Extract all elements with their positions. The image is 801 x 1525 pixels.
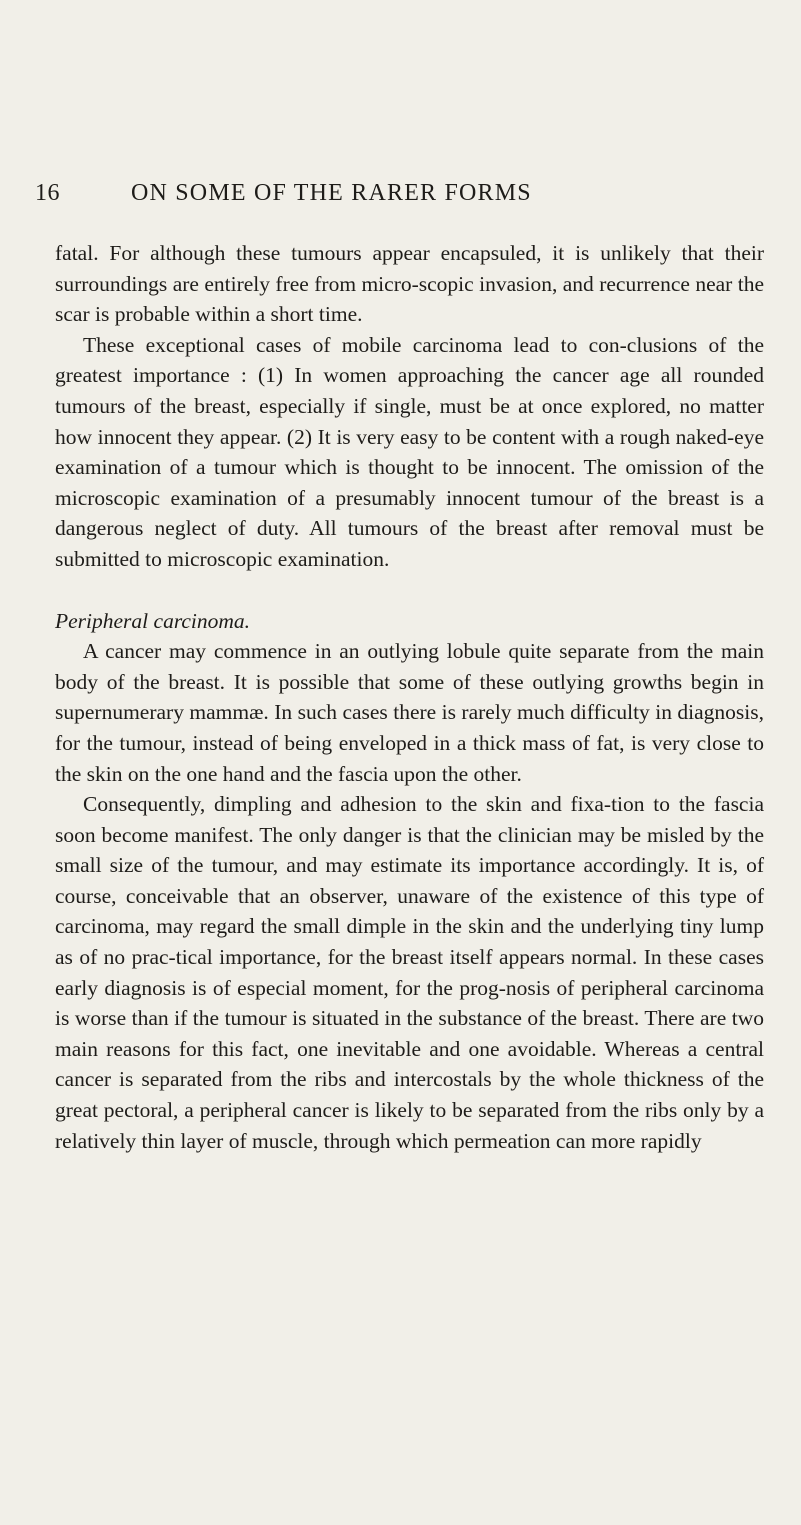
- running-title: ON SOME OF THE RARER FORMS: [131, 180, 532, 206]
- paragraph: A cancer may commence in an outlying lobule quite separate from the main body of the breast. It is possible that some of these outlying growths begin in supernumerary mammæ. In such cases there is rarely much difficulty in diagnosis, for the tumour, instead of being enveloped in a thick mass of fat, is very close to the skin on the one hand and the fascia upon the other.: [55, 639, 764, 786]
- paragraph: fatal. For although these tumours appear encapsuled, it is unlikely that their surroundings are entirely free from micro-scopic invasion, and recurrence near the scar is probable within a short time.: [55, 241, 764, 327]
- paragraph: Consequently, dimpling and adhesion to the skin and fixa-tion to the fascia soon become manifest. The only danger is that the clinician may be misled by the small size of the tumour, and may estimate its importance accordingly. It is, of course, conceivable that an observer, unaware of the existence of this type of carcinoma, may regard the small dimple in the skin and the underlying tiny lump as of no prac-tical importance, for the breast itself appears normal. In these cases early diagnosis is of especial moment, for the prog-nosis of peripheral carcinoma is worse than if the tumour is situated in the substance of the breast. There are two main reasons for this fact, one inevitable and one avoidable. Whereas a central cancer is separated from the ribs and intercostals by the whole thickness of the great pectoral, a peripheral cancer is likely to be separated from the ribs only by a relatively thin layer of muscle, through which permeation can more rapidly: [55, 792, 764, 1153]
- running-header: [35, 180, 775, 210]
- section-heading: Peripheral carcinoma.: [55, 608, 251, 633]
- paragraph: These exceptional cases of mobile carcinoma lead to con-clusions of the greatest importance : (1) In women approaching the cancer age all rounded tumours of the breast, especially if single, must be at once explored, no matter how innocent they appear. (2) It is very easy to be content with a rough naked-eye examination of a tumour which is thought to be innocent. The omission of the microscopic examination of a presumably innocent tumour of the breast is a dangerous neglect of duty. All tumours of the breast after removal must be submitted to microscopic examination.: [55, 332, 764, 571]
- page-number: 16: [35, 180, 60, 206]
- body-text: [55, 238, 764, 1156]
